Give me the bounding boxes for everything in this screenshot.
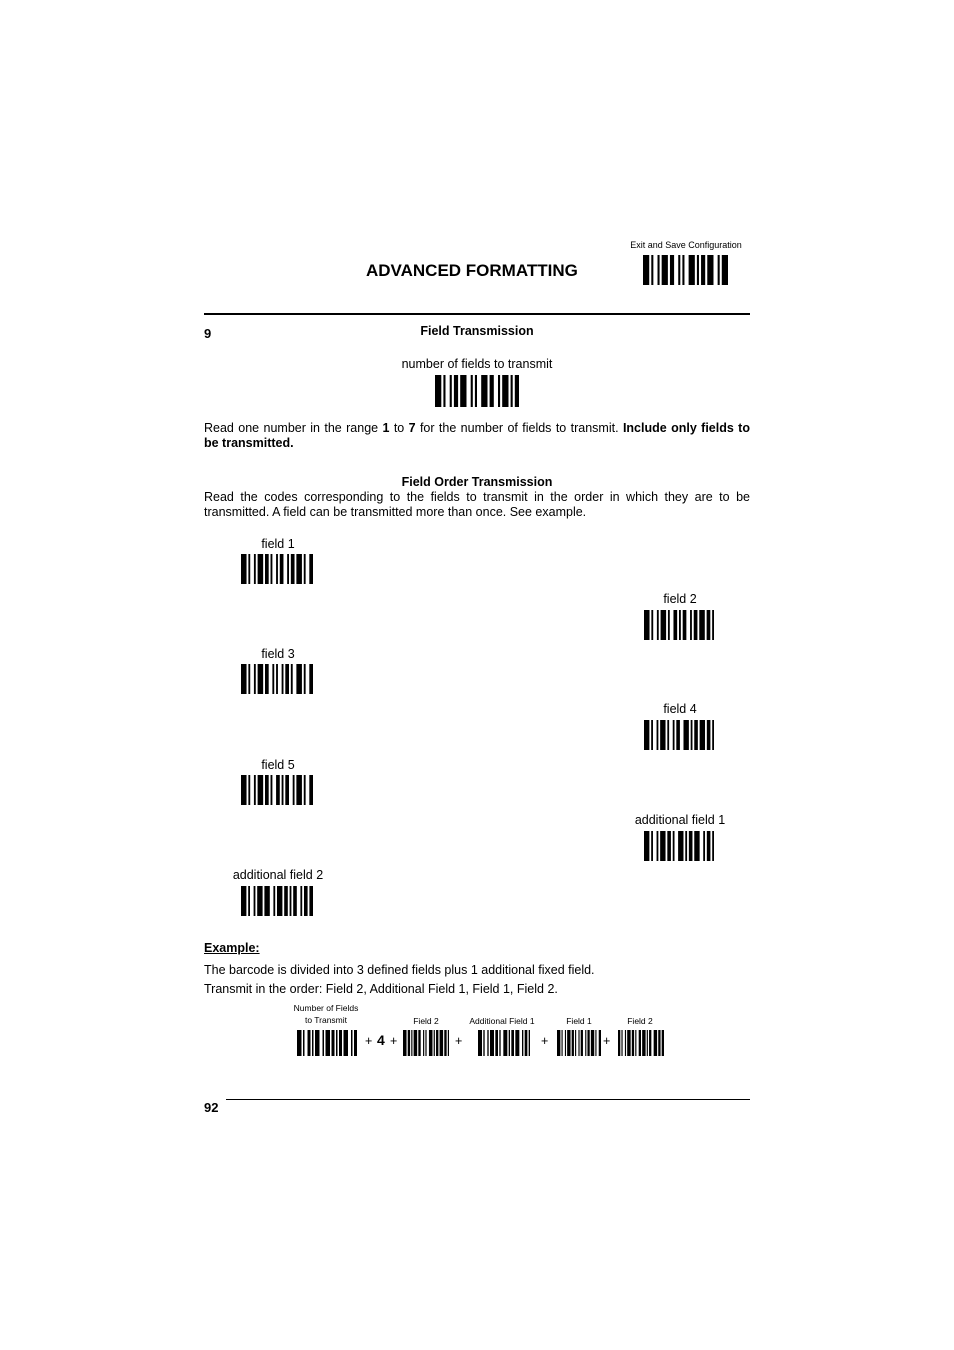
footer-divider (226, 1099, 750, 1100)
example-line-2: Transmit in the order: Field 2, Additional Field 1, Field 1, Field 2. (204, 982, 558, 996)
additional-field-1-barcode[interactable] (644, 831, 714, 861)
example-line-1: The barcode is divided into 3 defined fields plus 1 additional fixed field. (204, 963, 595, 977)
field-5-barcode[interactable] (241, 775, 313, 805)
section-number: 9 (204, 326, 212, 341)
example-additional-field-1-barcode[interactable] (478, 1030, 530, 1056)
fields-instruction: Read one number in the range 1 to 7 for the number of fields to transmit. Include only fields to be transmitted. (204, 421, 750, 450)
example-label-field-1: Field 1 (566, 1016, 592, 1026)
fields-count-barcode[interactable] (435, 375, 519, 407)
example-label-field-2b: Field 2 (627, 1016, 653, 1026)
additional-field-2-label: additional field 2 (232, 868, 324, 882)
field-5-label: field 5 (261, 758, 295, 772)
field-1-label: field 1 (261, 537, 295, 551)
example-plus-5: + (603, 1034, 611, 1048)
example-plus-2: + (390, 1034, 398, 1048)
example-num-fields-label-1: Number of Fields (293, 1003, 359, 1013)
exit-save-label: Exit and Save Configuration (630, 240, 742, 250)
exit-save-barcode[interactable] (643, 255, 728, 285)
field-4-barcode[interactable] (644, 720, 714, 750)
field-2-label: field 2 (663, 592, 697, 606)
example-plus-4: + (541, 1034, 549, 1048)
example-heading: Example: (204, 941, 260, 955)
field-2-barcode[interactable] (644, 610, 714, 640)
order-heading: Field Order Transmission (401, 475, 553, 489)
example-num-fields-barcode[interactable] (297, 1030, 357, 1056)
example-field-2-barcode-b[interactable] (618, 1030, 664, 1056)
example-plus-3: + (455, 1034, 463, 1048)
page-number: 92 (204, 1100, 219, 1115)
field-4-label: field 4 (663, 702, 697, 716)
field-3-barcode[interactable] (241, 664, 313, 694)
example-label-additional-field-1: Additional Field 1 (469, 1016, 535, 1026)
example-field-1-barcode[interactable] (557, 1030, 601, 1056)
additional-field-1-label: additional field 1 (634, 813, 726, 827)
example-label-field-2a: Field 2 (413, 1016, 439, 1026)
field-3-label: field 3 (261, 647, 295, 661)
example-plus-1: + (365, 1034, 373, 1048)
additional-field-2-barcode[interactable] (241, 886, 313, 916)
header-divider (204, 313, 750, 315)
order-description: Read the codes corresponding to the fields to transmit in the order in which they are to be transmitted. A field can be transmitted more than once. See example. (204, 490, 750, 519)
section-heading: Field Transmission (420, 324, 534, 338)
example-number-four: 4 (377, 1032, 385, 1048)
page-title: ADVANCED FORMATTING (366, 261, 578, 280)
example-field-2-barcode-a[interactable] (403, 1030, 449, 1056)
fields-count-label: number of fields to transmit (401, 357, 553, 371)
field-1-barcode[interactable] (241, 554, 313, 584)
example-num-fields-label-2: to Transmit (304, 1015, 348, 1025)
